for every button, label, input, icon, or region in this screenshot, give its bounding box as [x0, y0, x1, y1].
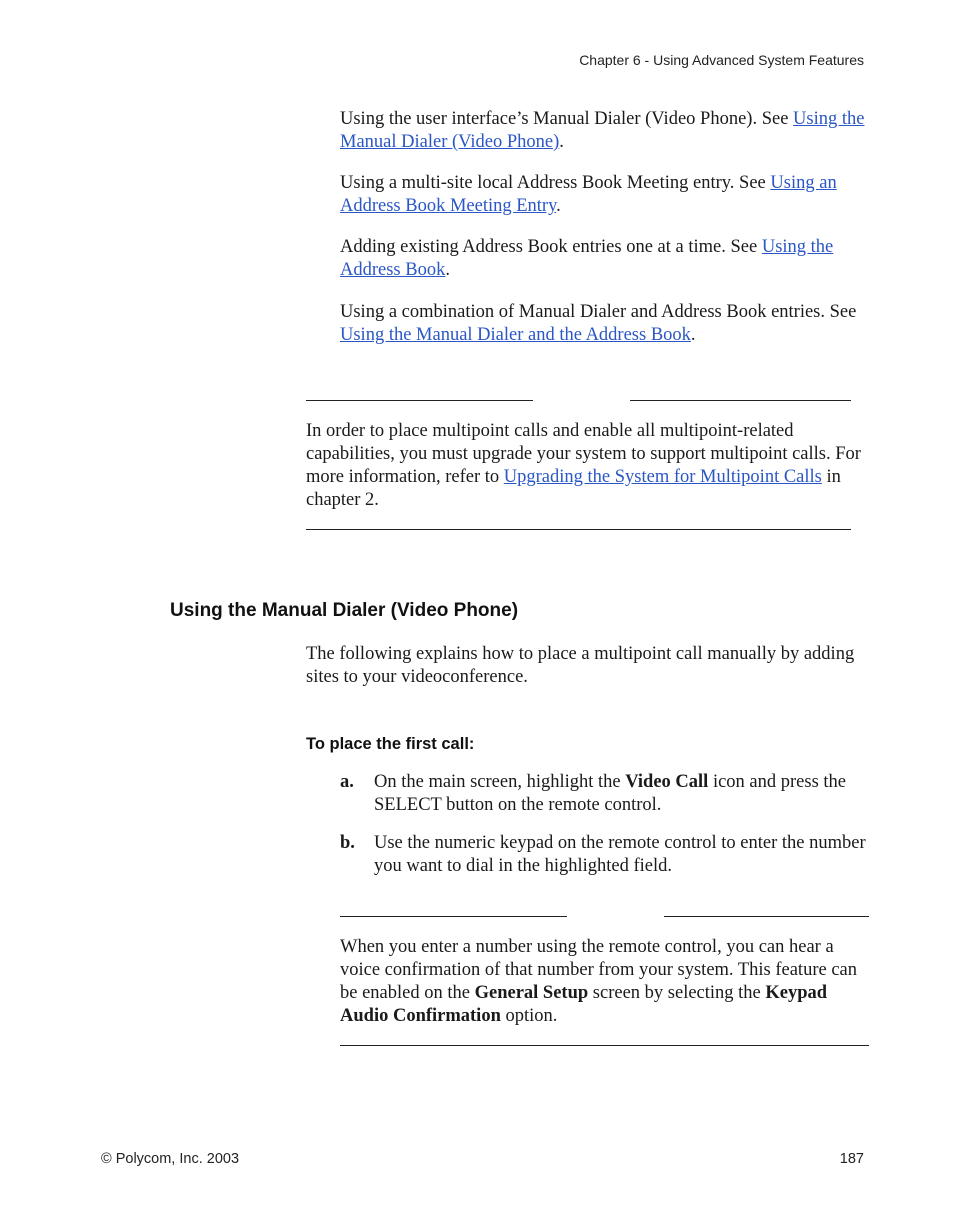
method-text: Adding existing Address Book entries one at a time. See	[340, 237, 762, 257]
ui-term-video-call: Video Call	[625, 772, 709, 792]
method-text: Using a multi-site local Address Book Meeting entry. See	[340, 173, 771, 193]
note-text: In order to place multipoint calls and enable all multipoint-related capabilities, you must upgrade your system to support multipoint calls. For more information, refer to	[306, 421, 861, 487]
punct: .	[559, 132, 564, 152]
section-heading: Using the Manual Dialer (Video Phone)	[170, 600, 519, 621]
note-text: in chapter 2.	[306, 467, 841, 510]
note-rule-bottom	[340, 1045, 869, 1046]
note-rule-right	[664, 916, 869, 917]
method-item-2	[340, 172, 875, 218]
procedure-heading: To place the first call:	[306, 735, 475, 753]
note-text: option.	[500, 1006, 558, 1026]
link-address-book-meeting[interactable]: Using an Address Book Meeting Entry	[340, 173, 837, 216]
note-text: screen by selecting the	[588, 983, 766, 1003]
ui-term-keypad-audio-confirmation: Keypad Audio Confirmation	[340, 983, 828, 1026]
punct: .	[445, 260, 450, 280]
section-intro: The following explains how to place a multipoint call manually by adding sites to your videoconference.	[306, 644, 855, 687]
note-keypad-audio	[340, 936, 870, 1028]
method-text: Using a combination of Manual Dialer and Address Book entries. See	[340, 302, 857, 322]
procedure-step-a	[340, 771, 870, 817]
step-text-part: On the main screen, highlight the	[374, 772, 626, 792]
step-text: Use the numeric keypad on the remote control to enter the number you want to dial in the highlighted field.	[374, 833, 866, 876]
procedure-step-b	[340, 832, 870, 878]
punct: .	[690, 325, 696, 345]
page-number: 187	[839, 1151, 864, 1167]
note-text: When you enter a number using the remote control, you can hear a voice confirmation of that number from your system. This feature can be enabled on the	[340, 937, 857, 1003]
note-rule-bottom	[306, 529, 851, 530]
note-rule-left	[306, 400, 533, 401]
method-item-1	[340, 108, 875, 154]
method-item-4	[340, 301, 860, 347]
step-marker: b.	[340, 833, 355, 853]
step-text	[374, 771, 870, 817]
link-manual-dialer-and-address-book[interactable]: Using the Manual Dialer and the Address Book	[340, 325, 691, 345]
link-manual-dialer[interactable]: Using the Manual Dialer (Video Phone)	[340, 109, 865, 152]
link-address-book[interactable]: Using the Address Book	[340, 237, 834, 280]
ui-term-general-setup: General Setup	[474, 983, 589, 1003]
step-marker: a.	[340, 772, 354, 792]
method-text: Using the user interface’s Manual Dialer (Video Phone). See	[340, 109, 794, 129]
link-upgrading-system[interactable]: Upgrading the System for Multipoint Calls	[503, 467, 822, 487]
note-multipoint-upgrade	[306, 420, 866, 512]
method-item-3	[340, 236, 875, 282]
note-rule-right	[630, 400, 851, 401]
punct: .	[556, 196, 561, 216]
footer-copyright: © Polycom, Inc. 2003	[101, 1151, 240, 1167]
running-header: Chapter 6 - Using Advanced System Features	[579, 52, 864, 68]
step-text-part: icon and press the SELECT button on the remote control.	[374, 772, 847, 815]
note-rule-left	[340, 916, 567, 917]
